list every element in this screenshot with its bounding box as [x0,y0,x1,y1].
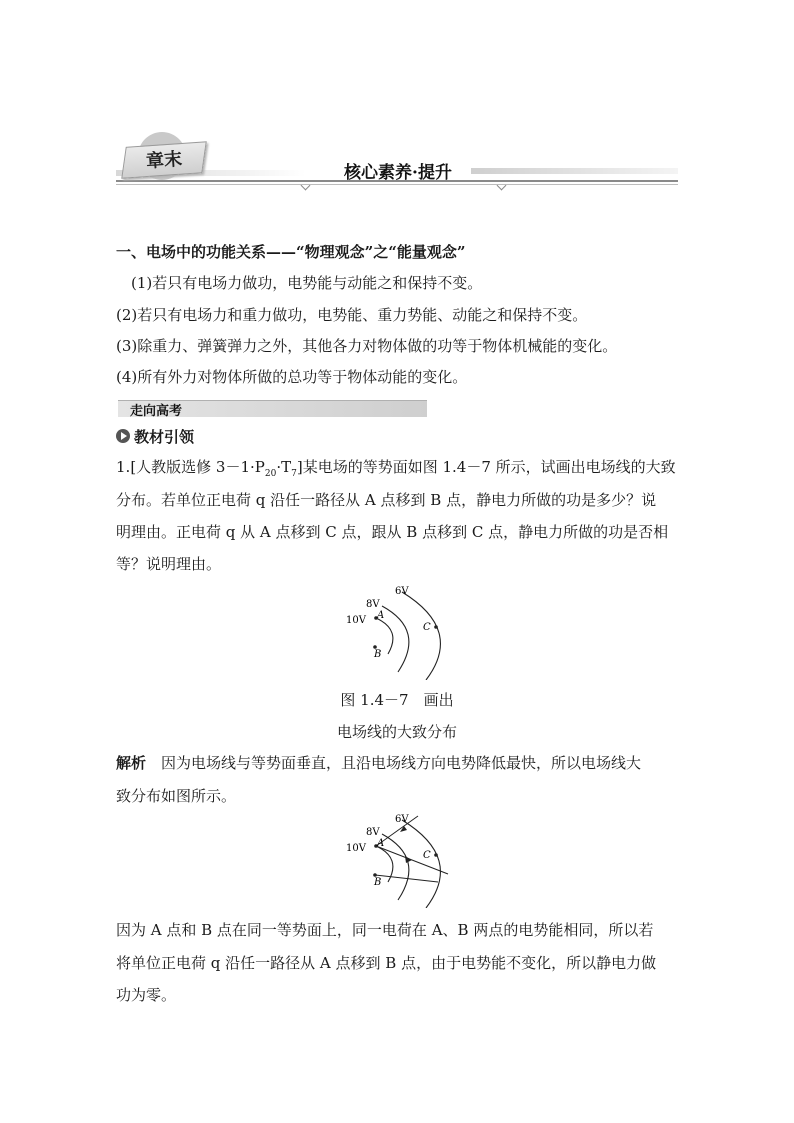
equipotential-figure [340,584,460,680]
question-line-1 [116,457,676,484]
figure-caption: 电场线的大致分布 [336,723,457,741]
banner-tag-text: 章末 [145,148,183,173]
field-arrow [400,826,407,832]
chapter-banner [116,128,678,188]
question-source [130,458,303,479]
label-8v: 8V [366,599,380,610]
solution-text: 因为电场线与等势面垂直，且沿电场线方向电势降低最快，所以电场线大 [146,754,642,772]
field-line-figure [340,812,460,908]
label-c: C [423,622,431,633]
source-mid: ·T [276,458,292,476]
field-arrow [405,856,412,863]
label-10v: 10V [346,615,366,626]
label-10v: 10V [346,843,366,854]
solution-label: 解析 [116,754,147,772]
label-8v: 8V [366,827,380,838]
equipotential-line-8v [382,606,409,672]
source-item: 7 [291,469,297,479]
point-c-dot [434,625,438,629]
source-page: 20 [264,469,277,479]
conclusion-line-3: 功为零。 [116,986,177,1004]
solution-line-2: 致分布如图所示。 [116,787,237,805]
source-suffix: ] [296,458,303,476]
list-item: (1)若只有电场力做功，电势能与动能之和保持不变。 [131,274,483,292]
section-heading: 一、电场中的功能关系——“物理观念”之“能量观念” [116,243,466,261]
figure-caption: 图 1.4－7 画出 [340,691,454,709]
point-c-dot [434,853,438,857]
question-text: 某电场的等势面如图 1.4－7 所示，试画出电场线的大致 [302,458,676,476]
field-line [375,875,438,882]
section-bar-label: 走向高考 [130,404,183,419]
banner-title: 核心素养·提升 [344,163,452,183]
label-c: C [423,850,431,861]
section-bar [118,400,427,417]
list-item: (4)所有外力对物体所做的总功等于物体动能的变化。 [116,368,468,386]
label-b: B [374,877,382,888]
banner-shadow [471,168,678,174]
question-number: 1. [116,458,131,476]
question-line-2: 分布。若单位正电荷 q 沿任一路径从 A 点移到 B 点，静电力所做的功是多少？说 [116,491,657,509]
source-prefix: [人教版选修 3－1·P [130,458,265,476]
subheading: 教材引领 [134,428,195,446]
label-b: B [374,649,382,660]
banner-tick [497,181,507,191]
play-circle-icon [116,429,130,443]
label-a: A [377,838,385,849]
label-a: A [377,610,385,621]
list-item: (2)若只有电场力和重力做功，电势能、重力势能、动能之和保持不变。 [116,306,588,324]
equipotential-line-8v [382,834,409,900]
conclusion-line-2: 将单位正电荷 q 沿任一路径从 A 点移到 B 点，由于电势能不变化，所以静电力做 [116,954,657,972]
question-line-4: 等？说明理由。 [116,555,222,573]
label-6v: 6V [395,814,409,825]
solution-line-1 [116,753,641,773]
banner-tick [301,181,311,191]
conclusion-line-1: 因为 A 点和 B 点在同一等势面上，同一电荷在 A、B 两点的电势能相同，所以若 [116,921,654,939]
question-line-3: 明理由。正电荷 q 从 A 点移到 C 点，跟从 B 点移到 C 点，静电力所做的功是否相 [116,523,669,541]
banner-rule [116,184,678,185]
list-item: (3)除重力、弹簧弹力之外，其他各力对物体做的功等于物体机械能的变化。 [116,337,618,355]
label-6v: 6V [395,586,409,597]
